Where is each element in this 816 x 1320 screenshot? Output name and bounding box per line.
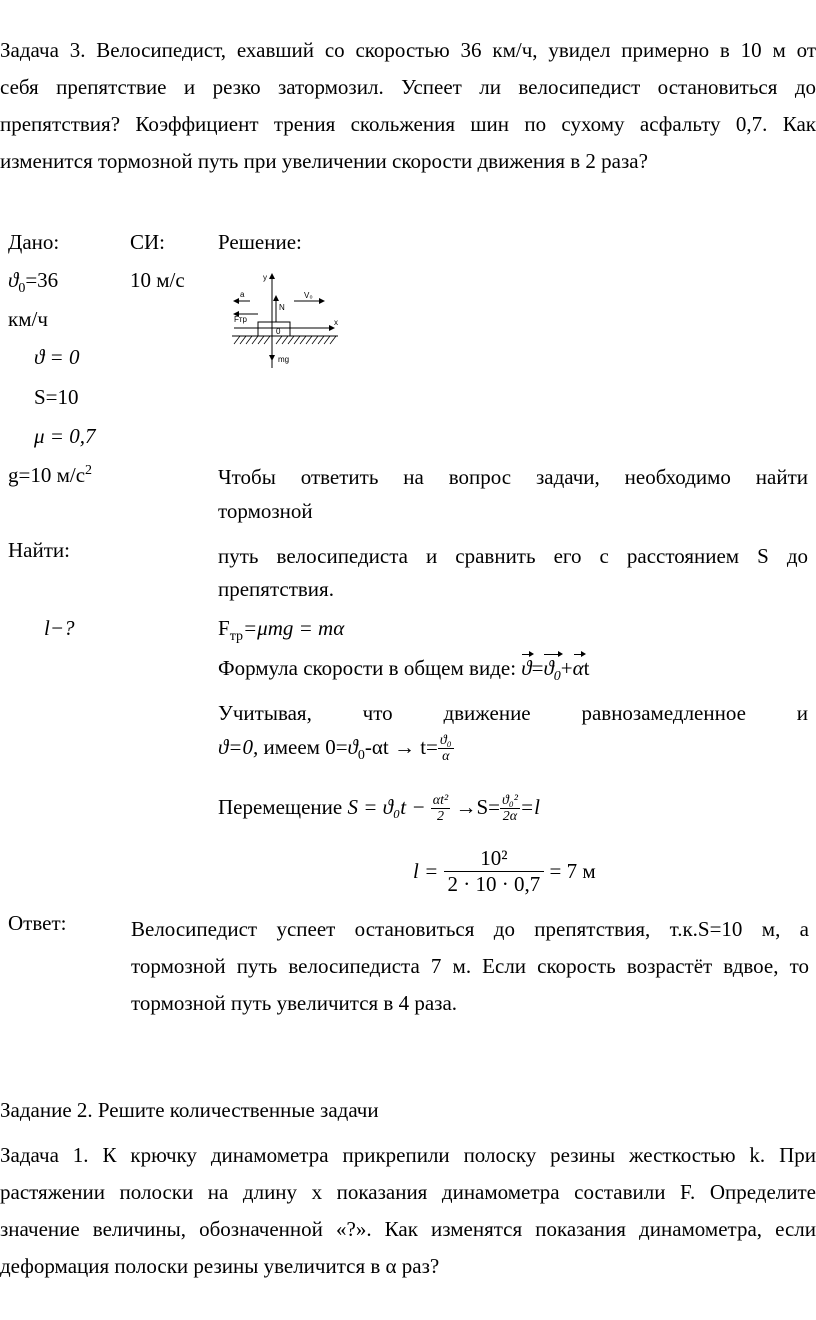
displacement-formula xyxy=(218,794,540,824)
velocity-formula-v0-sym: ϑ xyxy=(543,656,554,680)
friction-formula xyxy=(218,616,344,645)
time-derivation-rest: -αt → t= xyxy=(364,734,438,759)
task3-line-1: Задача 3. Велосипедист, ехавший со скоростью 36 км/ч, увидел примерно в 10 м от xyxy=(0,38,816,62)
time-derivation xyxy=(218,734,454,764)
y-axis-label: y xyxy=(263,273,267,282)
velocity-formula xyxy=(218,656,589,685)
displacement-lhs: S = ϑ₀t − xyxy=(347,794,426,819)
solution-intro-3: путь велосипедиста и сравнить его с расстоянием S до xyxy=(218,544,808,568)
answer-line-1: Велосипедист успеет остановиться до препятствия, т.к.S=10 м, а xyxy=(131,917,809,941)
displacement-end: =l xyxy=(519,794,540,819)
task3-statement xyxy=(0,32,816,180)
result-fraction-den: 2 · 10 · 0,7 xyxy=(444,871,545,897)
displacement-fraction-2-num: ϑ₀² xyxy=(501,793,518,808)
displacement-text: Перемещение xyxy=(218,794,348,819)
solution-intro-4: препятствия. xyxy=(218,577,334,601)
time-fraction-den: α xyxy=(438,748,454,764)
given-v0-unit: км/ч xyxy=(8,307,48,331)
answer-text xyxy=(131,911,809,1022)
given-friction: μ = 0,7 xyxy=(34,424,96,448)
displacement-arrow: →S= xyxy=(450,794,500,819)
time-derivation-sym: ϑ xyxy=(347,734,358,759)
result-formula xyxy=(413,846,596,897)
solution-header: Решение: xyxy=(218,230,302,254)
velocity-formula-text: Формула скорости в общем виде: xyxy=(218,656,522,680)
condition-line: Учитывая, что движение равнозамедленное и xyxy=(218,701,808,725)
task3-line-2: себя препятствие и резко затормозил. Успеет ли велосипедист остановиться до xyxy=(0,75,816,99)
result-rhs: = 7 м xyxy=(549,859,596,883)
force-diagram xyxy=(228,268,346,376)
answer-label: Ответ: xyxy=(8,911,67,935)
velocity-formula-plus: + xyxy=(560,656,573,680)
given-header: Дано: xyxy=(8,230,60,254)
task2-header: Задание 2. Решите количественные задачи xyxy=(0,1098,379,1122)
task3-line-3: препятствия? Коэффициент трения скольжения шин по сухому асфальту 0,7. Как xyxy=(0,112,816,136)
given-v0-symbol: ϑ xyxy=(8,268,19,292)
displacement-fraction-1-num: αt² xyxy=(432,793,449,808)
si-header: СИ: xyxy=(130,230,166,254)
given-gravity-sup: 2 xyxy=(85,463,93,478)
task1-line-2: растяжении полоски на длину x показания динамометра составили F. Определите xyxy=(0,1180,816,1204)
solution-intro-2: тормозной xyxy=(218,499,313,523)
solution-intro-1: Чтобы ответить на вопрос задачи, необходимо найти xyxy=(218,465,808,489)
task1-line-3: значение величины, обозначенной «?». Как изменятся показания динамометра, если xyxy=(0,1217,816,1241)
gravity-label: mg xyxy=(278,355,290,364)
ground-hatch xyxy=(234,336,336,344)
displacement-fraction-2-den: 2α xyxy=(500,808,520,824)
answer-line-3: тормозной путь увеличится в 4 раза. xyxy=(131,991,458,1015)
given-v0-sub: 0 xyxy=(18,281,26,297)
friction-force-label: Fтр xyxy=(234,315,247,324)
acceleration-label: a xyxy=(240,290,245,299)
friction-formula-eq: =μmg = mα xyxy=(242,616,345,640)
x-axis-label: x xyxy=(334,318,338,327)
given-gravity xyxy=(8,463,92,488)
answer-line-2: тормозной путь велосипедиста 7 м. Если скорость возрастёт вдвое, то xyxy=(131,954,809,978)
friction-formula-sub: тр xyxy=(229,629,243,645)
result-fraction xyxy=(444,846,545,897)
given-v-final: ϑ = 0 xyxy=(34,345,80,369)
time-derivation-sub: 0 xyxy=(357,748,365,763)
given-distance: S=10 xyxy=(34,385,79,409)
task1-statement xyxy=(0,1137,816,1285)
displacement-fraction-1-den: 2 xyxy=(431,808,450,824)
displacement-fraction-1 xyxy=(431,794,450,824)
si-value: 10 м/с xyxy=(130,268,185,292)
find-item: l−? xyxy=(44,616,75,640)
find-header: Найти: xyxy=(8,538,70,562)
result-fraction-num: 10² xyxy=(480,846,508,870)
task1-line-4: деформация полоски резины увеличится в α раз? xyxy=(0,1254,440,1278)
velocity-label: V₀ xyxy=(304,291,313,300)
time-derivation-v0: ϑ=0, xyxy=(218,734,259,759)
velocity-formula-eq: = xyxy=(531,656,544,680)
velocity-formula-a: α xyxy=(572,656,584,680)
velocity-formula-t: t xyxy=(583,656,590,680)
origin-label: 0 xyxy=(276,327,281,336)
time-derivation-have: имеем 0= xyxy=(258,734,348,759)
time-fraction-num: ϑ₀ xyxy=(439,733,452,748)
task3-line-4: изменится тормозной путь при увеличении скорости движения в 2 раза? xyxy=(0,149,648,173)
task1-line-1: Задача 1. К крючку динамометра прикрепили полоску резины жесткостью k. При xyxy=(0,1143,816,1167)
normal-force-label: N xyxy=(279,303,285,312)
given-gravity-text: g=10 м/с xyxy=(8,463,86,487)
velocity-formula-v0 xyxy=(543,656,560,685)
displacement-fraction-2 xyxy=(500,794,520,824)
time-fraction xyxy=(438,734,454,764)
result-lhs: l = xyxy=(413,859,439,883)
velocity-formula-v0-sub: 0 xyxy=(553,669,561,685)
block xyxy=(258,322,290,336)
given-v0-value: =36 xyxy=(25,268,59,292)
velocity-formula-v: ϑ xyxy=(521,656,532,680)
given-v0 xyxy=(8,268,58,297)
friction-formula-f: F xyxy=(218,616,230,640)
